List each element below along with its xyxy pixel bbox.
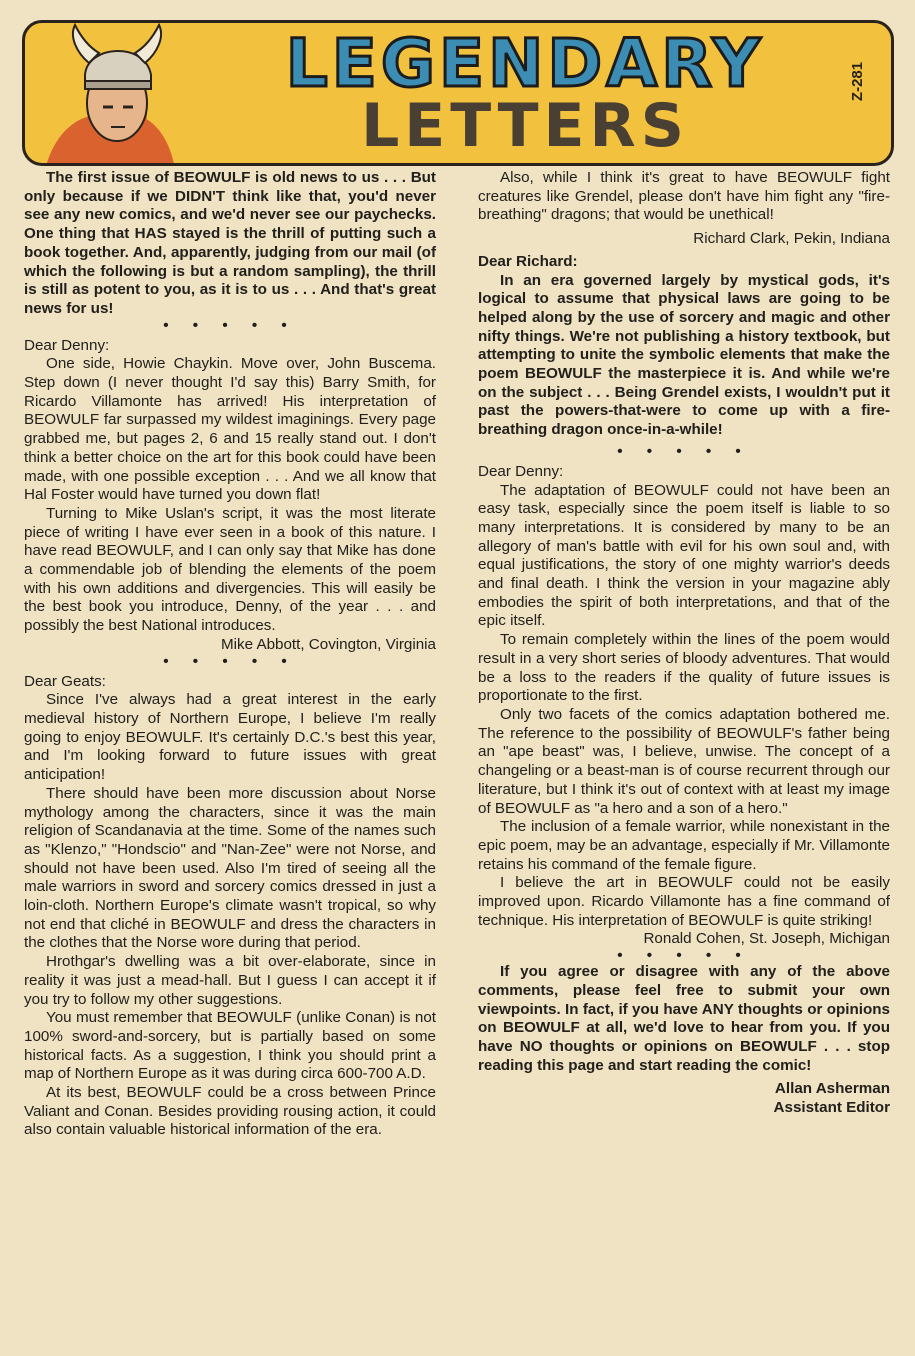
letter-paragraph: The adaptation of BEOWULF could not have been an easy task, especially since the poem itself is liable to so many interpretations. It is considered by many to be an allegory of man's battle with evil for his own soul and, with equal justifications, the story of one mighty warrior's deeds and final death. I think the version in your magazine ably embodies the spirit of both interpretations, and that of the epic itself. <box>478 481 890 630</box>
letters-banner <box>22 20 894 166</box>
letter-paragraph: At its best, BEOWULF could be a cross between Prince Valiant and Conan. Besides providing rousing action, it could also contain valuable historical information of the era. <box>24 1084 436 1139</box>
editor-name: Allan Asherman <box>774 1080 890 1098</box>
letter-signature: Richard Clark, Pekin, Indiana <box>693 230 890 248</box>
banner-title-letters: LETTERS <box>361 91 689 161</box>
horned-helmet-warrior-icon <box>25 23 195 166</box>
section-divider: • • • • • <box>163 316 297 334</box>
letter-paragraph: Since I've always had a great interest in the early medieval history of Northern Europe, I believe I'm really going to enjoy BEOWULF. It's certainly D.C.'s best this year, and I'm looking forward to future issues with great anticipation! <box>24 691 436 784</box>
letter-paragraph: The inclusion of a female warrior, while nonexistant in the epic poem, may be an advantage, especially if Mr. Villamonte retains his command of the female figure. <box>478 818 890 873</box>
closing-note: If you agree or disagree with any of the above comments, please feel free to submit your own viewpoints. In fact, if you have ANY thoughts or opinions on BEOWULF at all, we'd love to hear from you. If you have NO thoughts or opinions on BEOWULF . . . stop reading this page and start reading the comic! <box>478 963 890 1074</box>
reply-salutation: Dear Richard: <box>478 252 578 270</box>
section-divider: • • • • • <box>617 442 751 460</box>
letter-salutation: Dear Denny: <box>478 462 564 480</box>
letter-paragraph: I believe the art in BEOWULF could not be easily improved upon. Ricardo Villamonte has a fine command of technique. His interpretation of BEOWULF is quite striking! <box>478 874 890 929</box>
section-divider: • • • • • <box>617 947 751 965</box>
letter-paragraph: Hrothgar's dwelling was a bit over-elaborate, since in reality it was just a mead-hall. But I guess I can accept it if you try to follow my other suggestions. <box>24 953 436 1008</box>
left-column <box>24 169 436 1140</box>
letter-paragraph: To remain completely within the lines of the poem would result in a very short series of bloody adventures. That would be a loss to the readers if the quality of future issues is proportionate to the first. <box>478 631 890 705</box>
section-divider: • • • • • <box>163 652 297 670</box>
letter-signature: Ronald Cohen, St. Joseph, Michigan <box>643 930 890 948</box>
editor-title: Assistant Editor <box>773 1099 890 1117</box>
letter-paragraph: Turning to Mike Uslan's script, it was the most literate piece of writing I have ever seen in a book of this nature. I have read BEOWULF, and I can only say that Mike has done a commendable job of blending the elements of the poem with his own additions and divergencies. This will easily be the best book you introduce, Denny, of the year . . . and possibly the best National introduces. <box>24 504 436 635</box>
letter-paragraph: You must remember that BEOWULF (unlike Conan) is not 100% sword-and-sorcery, but is partially based on some historical facts. As a suggestion, I think you should print a map of Northern Europe as it was during circa 600-700 A.D. <box>24 1009 436 1083</box>
letter-paragraph: One side, Howie Chaykin. Move over, John Buscema. Step down (I never thought I'd say this) Barry Smith, for Ricardo Villamonte has arrived! His interpretation of BEOWULF far surpassed my wildest imaginings. Every page grabbed me, but pages 2, 6 and 15 really stand out. I don't think a better choice on the art for this book could have been made, with one possible exception . . . And we all know that Hal Foster would have turned you down flat! <box>24 355 436 504</box>
letter-paragraph: Also, while I think it's great to have BEOWULF fight creatures like Grendel, please don't have him fight any "fire-breathing" dragons; that would be unethical! <box>478 169 890 224</box>
right-column <box>478 169 890 1118</box>
letter-paragraph: Only two facets of the comics adaptation bothered me. The reference to the possibility of BEOWULF's father being an "ape beast" was, I believe, unwise. The concept of a changeling or a beast-man is of course recurrent through our literature, but I think it's out of context with at least my image of BEOWULF as "a hero and a son of a hero." <box>478 705 890 817</box>
editor-intro: The first issue of BEOWULF is old news to us . . . But only because if we DIDN'T think like that, you'd never see any new comics, and we'd never see our paychecks. One thing that HAS stayed is the thrill of putting such a book together. And, apparently, judging from our mail (of which the following is but a random sampling), the thrill is still as potent to you, as it is to us . . . And that's great news for us! <box>24 169 436 317</box>
letter-salutation: Dear Denny: <box>24 336 110 354</box>
letter-paragraph: There should have been more discussion about Norse mythology among the characters, since it was the main religion of Scandanavia at the time. Some of the names such as "Klenzo," "Hondscio" and "Nan-Zee" were not Norse, and should not have been used. Also I'm tired of seeing all the male warriors in sword and sorcery comics dressed in just a loin-cloth. Northern Europe's climate wasn't tropical, so why not end that cliché in BEOWULF and dress the characters in the clothes that the Norse wore during that period. <box>24 784 436 952</box>
letter-signature: Mike Abbott, Covington, Virginia <box>221 635 436 653</box>
issue-code: Z-281 <box>848 61 866 102</box>
letter-salutation: Dear Geats: <box>24 672 106 690</box>
editor-reply: In an era governed largely by mystical gods, it's logical to assume that physical laws are going to be helped along by the use of sorcery and magic and other nifty things. We're not publishing a history textbook, but attempting to unite the symbolic elements that make the poem BEOWULF the masterpiece it is. And while we're on the subject . . . Being Grendel exists, I wouldn't put it past the powers-that-were to come up with a fire-breathing dragon once-in-a-while! <box>478 271 890 439</box>
banner-title-legendary: LEGENDARY <box>285 25 765 102</box>
